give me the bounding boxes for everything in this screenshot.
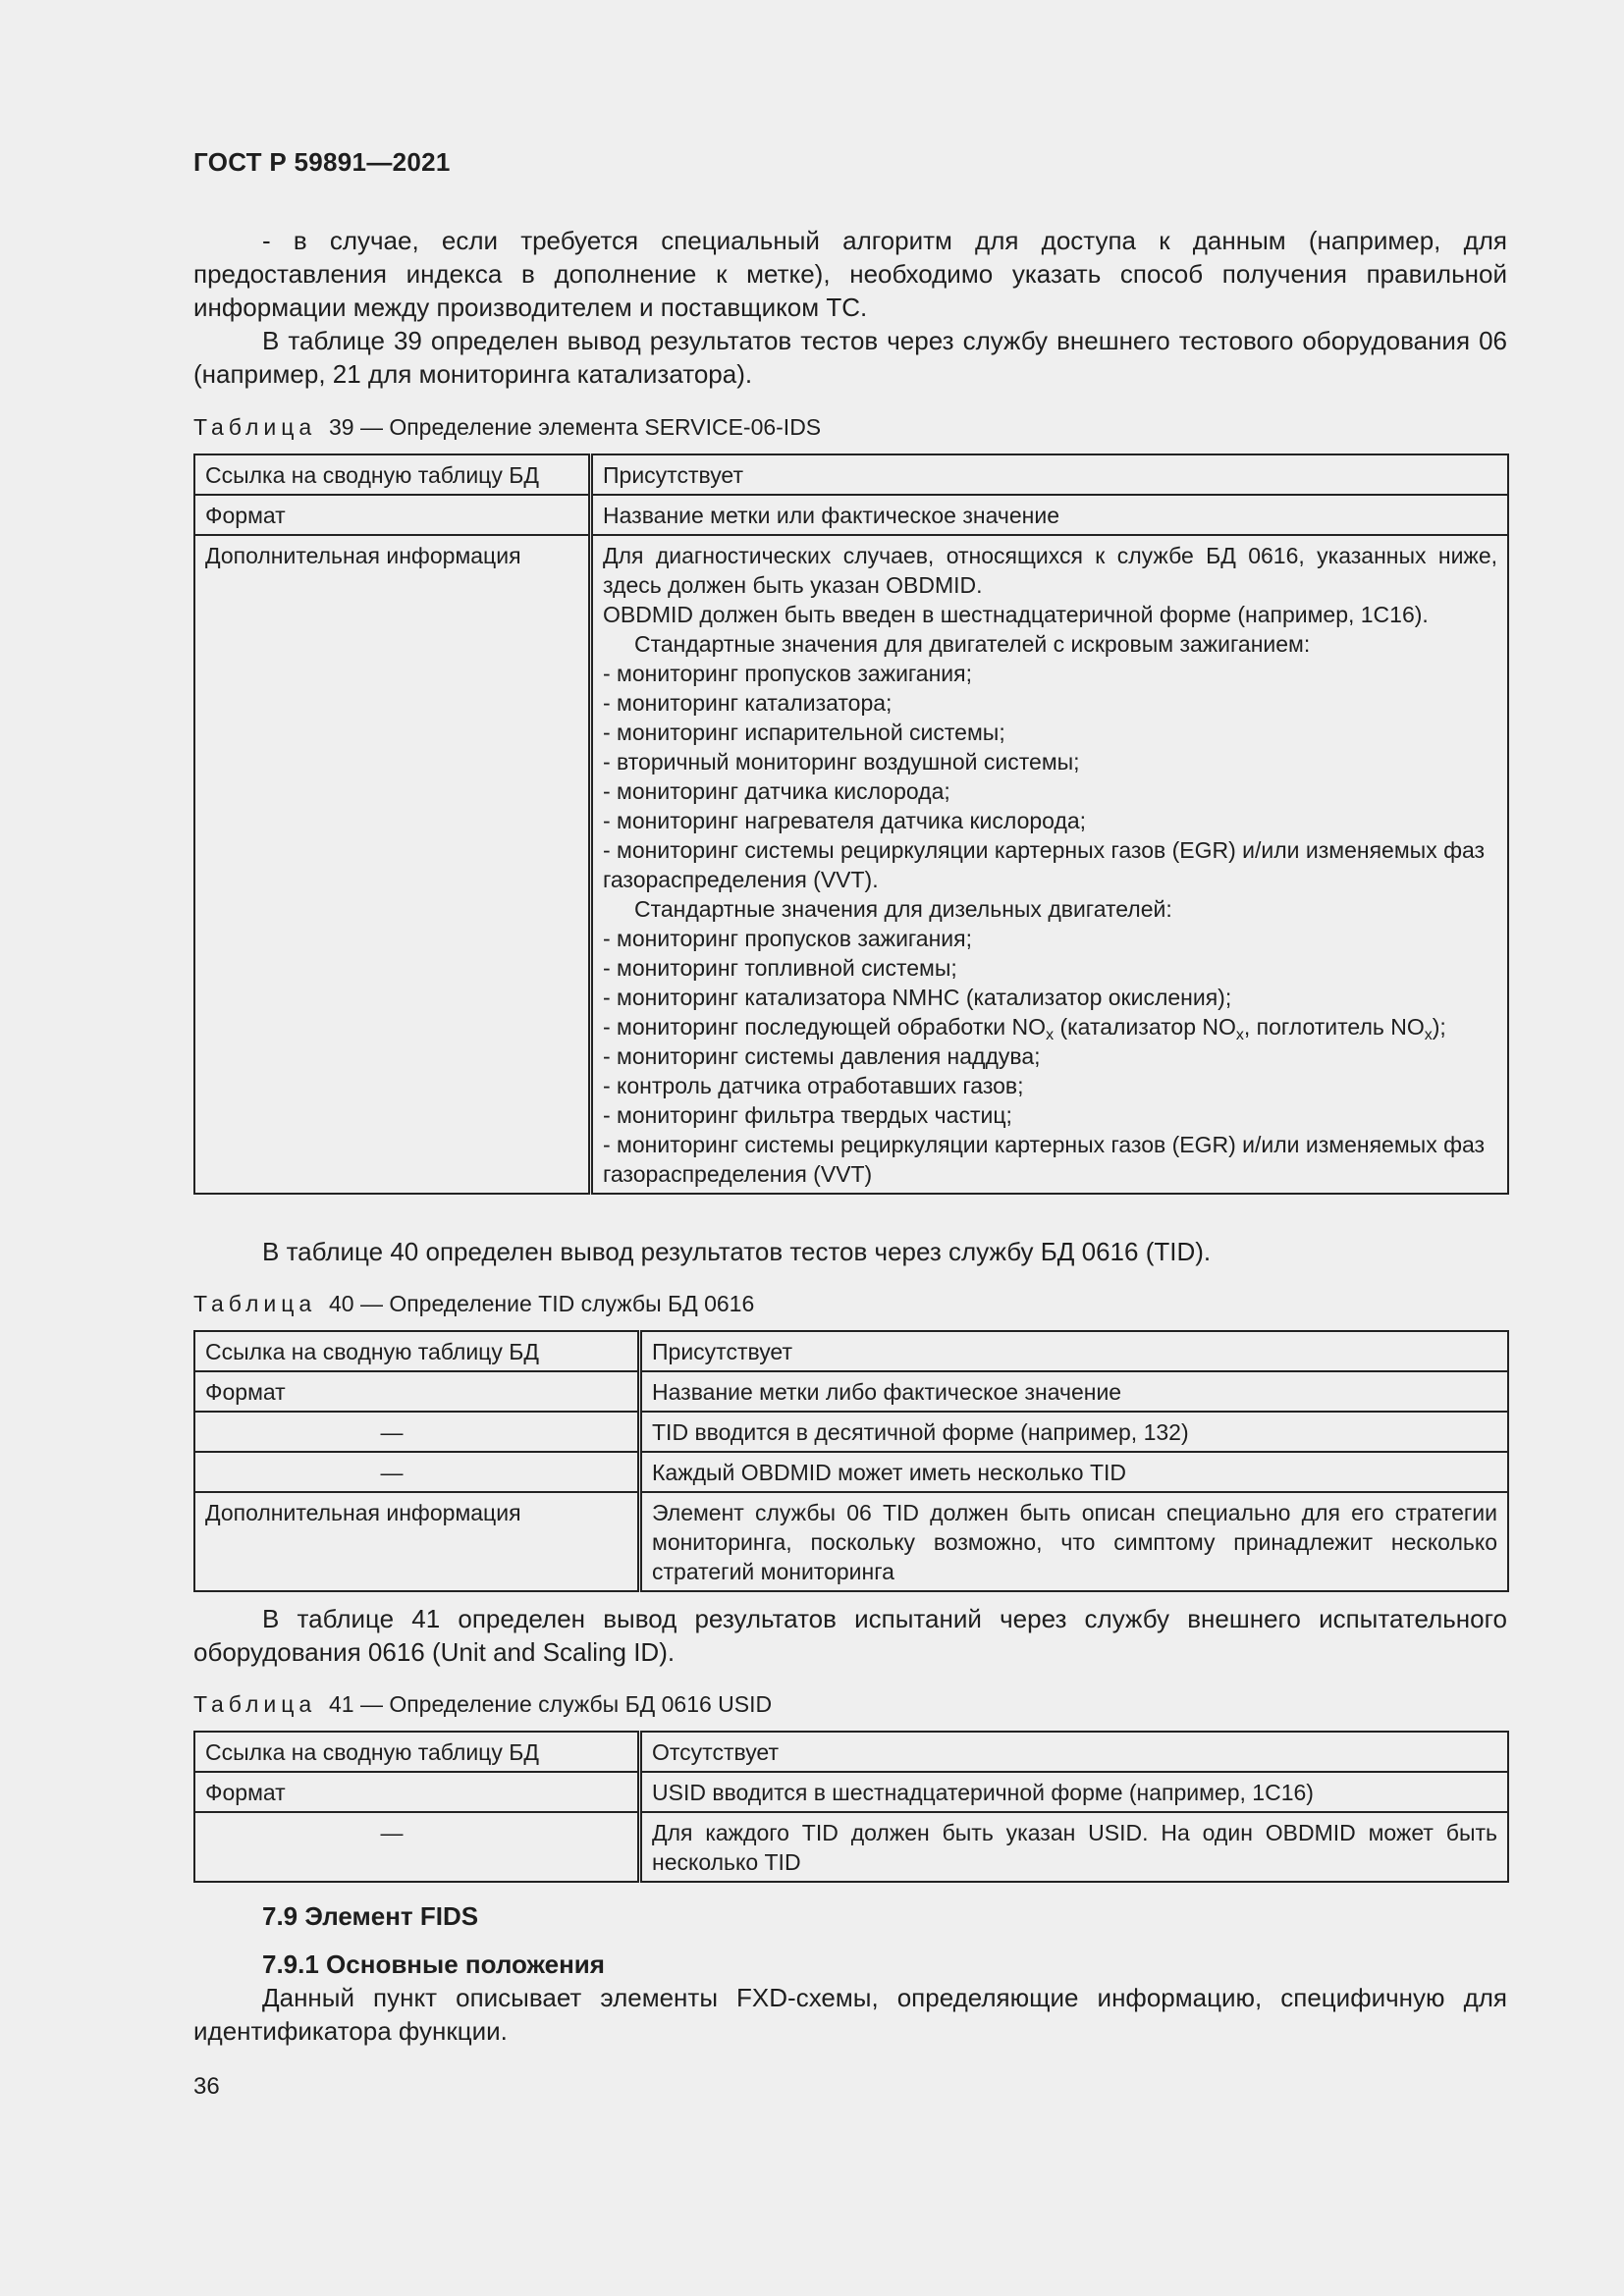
info-diesel-title: Стандартные значения для дизельных двигателей: <box>634 896 1172 922</box>
nox-sub: x <box>1235 1027 1244 1043</box>
nox-text-4: ); <box>1432 1014 1446 1040</box>
table-row <box>194 1772 1508 1812</box>
table-row <box>194 1732 1508 1772</box>
list-item-nox <box>603 1012 1497 1041</box>
nox-text-2: (катализатор NO <box>1054 1014 1236 1040</box>
intro-paragraph-2: В таблице 39 определен вывод результатов тестов через службу внешнего тестового оборудования 06 (например, 21 для мониторинга катализатора). <box>193 326 1507 389</box>
table41-caption-label: Таблица <box>193 1691 317 1717</box>
list-item: - мониторинг катализатора NMHC (катализатор окисления); <box>603 985 1232 1010</box>
info-lead: Для диагностических случаев, относящихся к службе БД 0616, указанных ниже, здесь должен быть указан OBDMID. <box>603 543 1497 598</box>
nox-text-3: , поглотитель NO <box>1243 1014 1425 1040</box>
table-row <box>194 1331 1508 1371</box>
table39-value: Название метки или фактическое значение <box>591 495 1509 535</box>
table39 <box>193 454 1509 1195</box>
table41-value: Отсутствует <box>640 1732 1509 1772</box>
table-row <box>194 535 1508 1194</box>
table40-key: Дополнительная информация <box>194 1492 640 1591</box>
table39-value: Присутствует <box>591 454 1509 495</box>
table-row <box>194 1812 1508 1882</box>
table39-caption-text: 39 — Определение элемента SERVICE-06-IDS <box>328 414 822 440</box>
nox-sub: x <box>1424 1027 1433 1043</box>
list-item: - мониторинг системы рециркуляции картерных газов (EGR) и/или изменяемых фаз газораспределения (VVT). <box>603 837 1486 892</box>
table40-caption <box>193 1289 754 1318</box>
list-item: - мониторинг фильтра твердых частиц; <box>603 1102 1012 1128</box>
table40-key: — <box>194 1452 640 1492</box>
list-item: - мониторинг датчика кислорода; <box>603 778 950 804</box>
table-row <box>194 1492 1508 1591</box>
table40-key: Формат <box>194 1371 640 1412</box>
table41-caption <box>193 1689 772 1719</box>
table39-key: Дополнительная информация <box>194 535 591 1194</box>
list-item: - мониторинг катализатора; <box>603 690 893 716</box>
list-item: - мониторинг топливной системы; <box>603 955 957 981</box>
page-number: 36 <box>193 2073 220 2100</box>
list-item: - мониторинг пропусков зажигания; <box>603 926 972 951</box>
info-spark-title: Стандартные значения для двигателей с искровым зажиганием: <box>634 631 1311 657</box>
list-item: - вторичный мониторинг воздушной системы; <box>603 749 1080 774</box>
list-item: - контроль датчика отработавших газов; <box>603 1073 1024 1098</box>
table-row <box>194 1371 1508 1412</box>
table40-value: Каждый OBDMID может иметь несколько TID <box>640 1452 1509 1492</box>
table-row <box>194 1412 1508 1452</box>
table39-info-cell <box>591 535 1509 1194</box>
intro-paragraph-1: - в случае, если требуется специальный алгоритм для доступа к данным (например, для предоставления индекса в дополнение к метке), необходимо указать способ получения правильной информации между производителем и поставщиком ТС. <box>193 226 1507 322</box>
table40-caption-text: 40 — Определение TID службы БД 0616 <box>328 1291 755 1316</box>
table40-caption-label: Таблица <box>193 1291 317 1316</box>
table41-value: Для каждого TID должен быть указан USID. На один OBDMID может быть несколько TID <box>640 1812 1509 1882</box>
list-item: - мониторинг пропусков зажигания; <box>603 661 972 686</box>
table41-caption-text: 41 — Определение службы БД 0616 USID <box>328 1691 773 1717</box>
list-item: - мониторинг системы давления наддува; <box>603 1043 1041 1069</box>
table40-value: TID вводится в десятичной форме (например, 132) <box>640 1412 1509 1452</box>
list-item: - мониторинг нагревателя датчика кислорода; <box>603 808 1087 833</box>
table41-key: — <box>194 1812 640 1882</box>
table39-caption <box>193 412 821 442</box>
table40-value: Присутствует <box>640 1331 1509 1371</box>
document-header: ГОСТ Р 59891—2021 <box>193 147 451 177</box>
table40-key: Ссылка на сводную таблицу БД <box>194 1331 640 1371</box>
section-paragraph: Данный пункт описывает элементы FXD-схемы, определяющие информацию, специфичную для идентификатора функции. <box>193 1983 1507 2046</box>
table39-caption-label: Таблица <box>193 414 317 440</box>
table41 <box>193 1731 1509 1883</box>
table39-key: Формат <box>194 495 591 535</box>
list-item: - мониторинг системы рециркуляции картерных газов (EGR) и/или изменяемых фаз газораспределения (VVT) <box>603 1132 1486 1187</box>
table-row <box>194 1452 1508 1492</box>
table40 <box>193 1330 1509 1592</box>
table-row <box>194 454 1508 495</box>
subsection-heading: 7.9.1 Основные положения <box>262 1949 605 1979</box>
table39-key: Ссылка на сводную таблицу БД <box>194 454 591 495</box>
nox-text-1: - мониторинг последующей обработки NO <box>603 1014 1047 1040</box>
table41-value: USID вводится в шестнадцатеричной форме (например, 1С16) <box>640 1772 1509 1812</box>
table40-key: — <box>194 1412 640 1452</box>
nox-sub: x <box>1046 1027 1055 1043</box>
table41-key: Формат <box>194 1772 640 1812</box>
paragraph-table41-intro: В таблице 41 определен вывод результатов испытаний через службу внешнего испытательного оборудования 0616 (Unit and Scaling ID). <box>193 1604 1507 1667</box>
section-heading: 7.9 Элемент FIDS <box>262 1901 479 1931</box>
list-item: - мониторинг испарительной системы; <box>603 720 1005 745</box>
table40-value: Элемент службы 06 TID должен быть описан специально для его стратегии мониторинга, поскольку возможно, что симптому принадлежит несколько стратегий мониторинга <box>640 1492 1509 1591</box>
info-hex: OBDMID должен быть введен в шестнадцатеричной форме (например, 1С16). <box>603 602 1429 627</box>
table41-key: Ссылка на сводную таблицу БД <box>194 1732 640 1772</box>
paragraph-table40-intro: В таблице 40 определен вывод результатов тестов через службу БД 0616 (TID). <box>262 1237 1212 1266</box>
table-row <box>194 495 1508 535</box>
table40-value: Название метки либо фактическое значение <box>640 1371 1509 1412</box>
